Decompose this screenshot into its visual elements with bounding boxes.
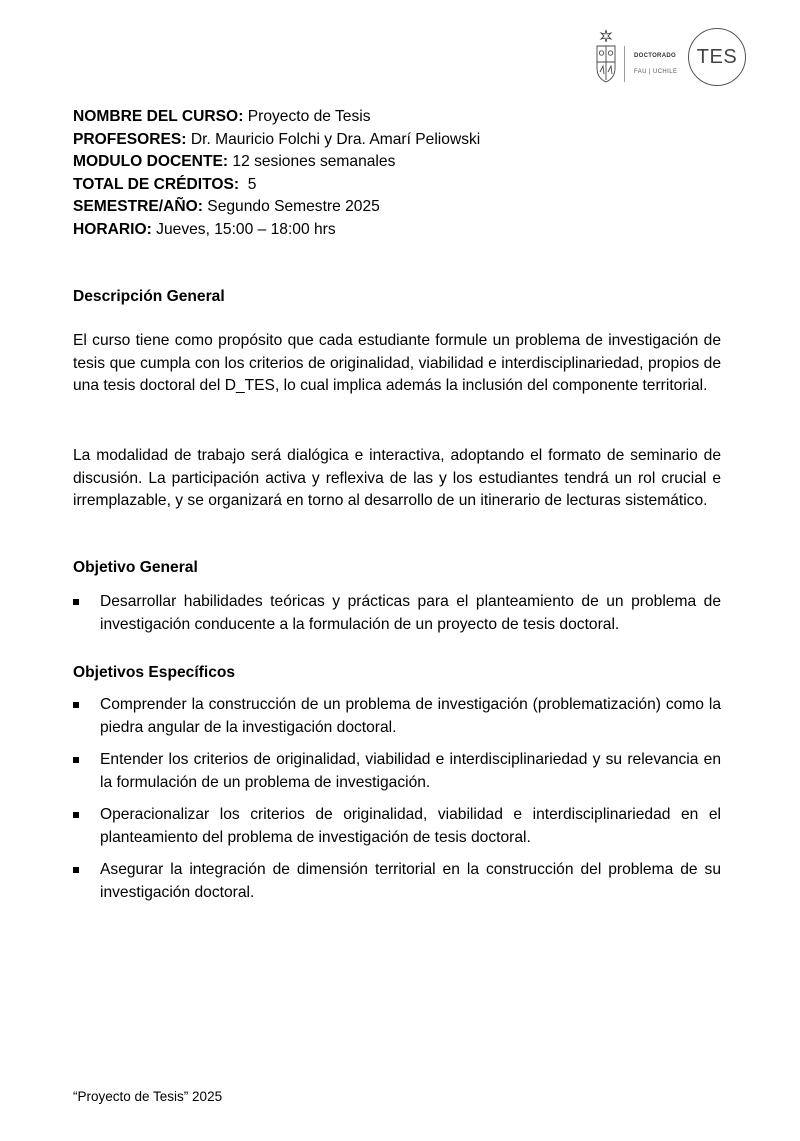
square-bullet-icon [73,757,79,763]
logo-institution-label: FAU | UCHILE [634,69,678,75]
header-logo [592,28,752,96]
course-name-line: NOMBRE DEL CURSO: Proyecto de Tesis [73,108,371,125]
square-bullet-icon [73,599,79,605]
description-heading: Descripción General [73,288,225,305]
square-bullet-icon [73,812,79,818]
university-crest-icon [592,28,620,84]
list-item: Comprender la construcción de un problema de investigación (problematización) como la piedra angular de la investigación doctoral. [73,694,721,739]
teaching-module-line: MODULO DOCENTE: 12 sesiones semanales [73,153,396,171]
list-item: Operacionalizar los criterios de originalidad, viabilidad e interdisciplinariedad en el planteamiento del problema de investigación de tesis doctoral. [73,804,721,849]
tes-logo-badge [688,28,746,86]
description-paragraph-1: El curso tiene como propósito que cada estudiante formule un problema de investigación de tesis que cumpla con los criterios de originalidad, viabilidad e interdisciplinariedad, propios de una tesis doctoral del D_TES, lo cual implica además la inclusión del componente territorial. [73,332,721,395]
page-footer: “Proyecto de Tesis” 2025 [73,1089,223,1104]
list-item: Asegurar la integración de dimensión territorial en la construcción del problema de su investigación doctoral. [73,859,721,904]
logo-divider [624,46,625,82]
credits-line: TOTAL DE CRÉDITOS: 5 [73,175,257,193]
logo-program-label: DOCTORADO [634,53,676,59]
list-item: Desarrollar habilidades teóricas y prácticas para el planteamiento de un problema de investigación conducente a la formulación de un proyecto de tesis doctoral. [73,591,721,636]
specific-objectives-list [73,694,721,914]
square-bullet-icon [73,867,79,873]
general-objective-heading: Objetivo General [73,559,198,576]
schedule-line: HORARIO: Jueves, 15:00 – 18:00 hrs [73,220,336,238]
course-info [73,106,733,242]
specific-objectives-heading: Objetivos Específicos [73,664,236,681]
logo-acronym: TES [696,45,738,68]
description-paragraph-2: La modalidad de trabajo será dialógica e interactiva, adoptando el formato de seminario de discusión. La participación activa y reflexiva de las y los estudiantes tendrá un rol crucial e irremplazable, y se organizará en torno al desarrollo de un itinerario de lecturas sistemático. [73,447,721,510]
list-item: Entender los criterios de originalidad, viabilidad e interdisciplinariedad y su relevancia en la formulación de un problema de investigación. [73,749,721,794]
square-bullet-icon [73,702,79,708]
semester-line: SEMESTRE/AÑO: Segundo Semestre 2025 [73,198,380,216]
professors-line: PROFESORES: Dr. Mauricio Folchi y Dra. Amarí Peliowski [73,130,481,148]
general-objective-list [73,591,721,646]
